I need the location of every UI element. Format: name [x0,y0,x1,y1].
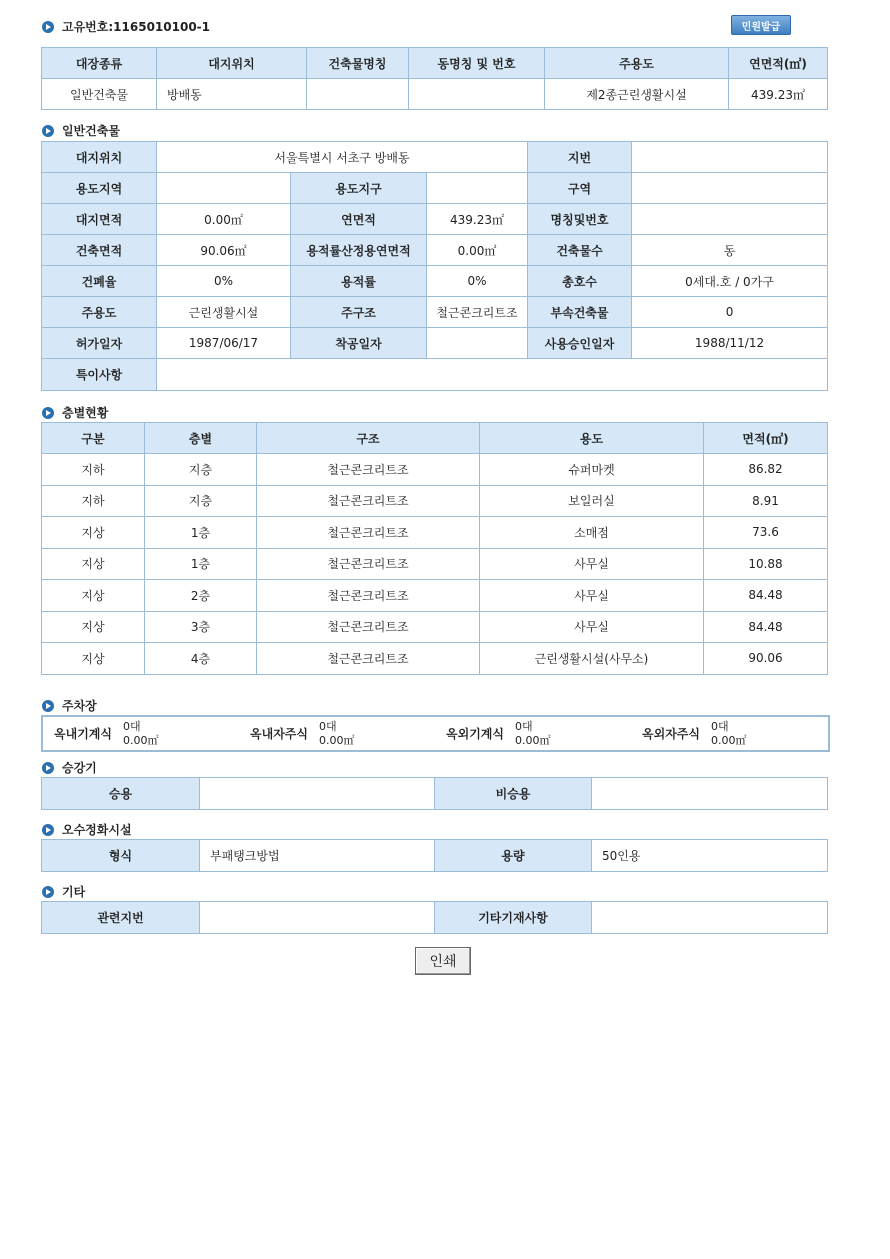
floor-level: 4층 [145,643,257,675]
floor-division: 지상 [42,548,145,580]
building-area-value: 90.06㎡ [157,235,291,266]
floors-header: 구분 [42,423,145,454]
floors-header: 용도 [480,423,704,454]
floor-area: 73.6 [704,517,828,549]
summary-value: 방배동 [157,79,307,110]
bullet-icon [42,21,54,33]
parking-type-label: 옥외자주식 [642,727,700,741]
main-use-value: 근린생활시설 [157,297,291,328]
permit-date-value: 1987/06/17 [157,328,291,359]
floor-division: 지상 [42,643,145,675]
remarks-label: 특이사항 [42,359,157,391]
floor-division: 지상 [42,611,145,643]
floor-area: 84.48 [704,611,828,643]
summary-value [307,79,409,110]
parking-value [123,720,159,748]
parking-item [435,717,631,750]
total-floor-area-value: 439.23㎡ [427,204,528,235]
floor-use: 슈퍼마켓 [480,454,704,486]
summary-table [41,47,828,110]
sewage-title-label: 오수정화시설 [62,823,132,837]
parking-count: 0대 [711,719,729,733]
site-location-label: 대지위치 [42,142,157,173]
parking-value [515,720,551,748]
other-notes-value [592,902,828,934]
floors-header: 면적(㎡) [704,423,828,454]
bullet-icon [42,824,54,836]
site-area-label: 대지면적 [42,204,157,235]
other-notes-label: 기타기재사항 [435,902,592,934]
general-table [41,141,828,391]
far-floor-area-label: 용적률산정용연면적 [291,235,427,266]
floor-structure: 철근콘크리트조 [257,548,480,580]
floor-area-ratio-label: 용적률 [291,266,427,297]
general-title [42,122,120,139]
parking-type-label: 옥외기계식 [446,727,504,741]
parking-area: 0.00㎡ [515,733,551,747]
zoning-area-label: 용도지역 [42,173,157,204]
summary-header: 건축물명칭 [307,48,409,79]
summary-value: 제2종근린생활시설 [545,79,729,110]
parking-item [239,717,435,750]
summary-header: 주용도 [545,48,729,79]
etc-title [42,883,85,900]
sewage-type-label: 형식 [42,840,200,872]
id-label: 고유번호:1165010100-1 [62,20,210,34]
name-number-value [632,204,828,235]
total-units-label: 총호수 [528,266,632,297]
sewage-table [41,839,828,872]
zoning-district-value [427,173,528,204]
summary-value [409,79,545,110]
parking-title [42,697,97,714]
parking-area: 0.00㎡ [123,733,159,747]
floor-use: 사무실 [480,548,704,580]
floor-use: 근린생활시설(사무소) [480,643,704,675]
summary-value: 일반건축물 [42,79,157,110]
lot-number-value [632,142,828,173]
start-date-value [427,328,528,359]
floors-title-label: 층별현황 [62,406,109,420]
floor-structure: 철근콘크리트조 [257,611,480,643]
lot-number-label: 지번 [528,142,632,173]
total-floor-area-label: 연면적 [291,204,427,235]
floor-use: 보일러실 [480,485,704,517]
floors-table [41,422,828,675]
floor-use: 소매점 [480,517,704,549]
floors-header: 층별 [145,423,257,454]
bullet-icon [42,125,54,137]
etc-table [41,901,828,934]
floor-area: 8.91 [704,485,828,517]
related-lot-value [200,902,435,934]
passenger-elevator-label: 승용 [42,778,200,810]
floor-area-ratio-value: 0% [427,266,528,297]
bullet-icon [42,407,54,419]
sewage-capacity-value: 50인용 [592,840,828,872]
floor-structure: 철근콘크리트조 [257,643,480,675]
parking-item [43,717,239,750]
floor-use: 사무실 [480,580,704,612]
floor-level: 지층 [145,454,257,486]
floor-structure: 철근콘크리트조 [257,580,480,612]
annex-building-value: 0 [632,297,828,328]
total-units-value: 0세대.호 / 0가구 [632,266,828,297]
parking-box [41,715,830,752]
floor-area: 84.48 [704,580,828,612]
floor-area: 10.88 [704,548,828,580]
general-title-label: 일반건축물 [62,124,120,138]
passenger-elevator-value [200,778,435,810]
parking-count: 0대 [123,719,141,733]
parking-type-label: 옥내기계식 [54,727,112,741]
floor-structure: 철근콘크리트조 [257,485,480,517]
approval-date-value: 1988/11/12 [632,328,828,359]
parking-value [319,720,355,748]
floor-level: 지층 [145,485,257,517]
print-button[interactable]: 인쇄 [415,947,471,975]
summary-value: 439.23㎡ [729,79,828,110]
floor-level: 1층 [145,517,257,549]
sewage-title [42,821,132,838]
far-floor-area-value: 0.00㎡ [427,235,528,266]
related-lot-label: 관련지번 [42,902,200,934]
main-use-label: 주용도 [42,297,157,328]
building-area-label: 건축면적 [42,235,157,266]
parking-count: 0대 [515,719,533,733]
etc-title-label: 기타 [62,885,86,899]
floor-division: 지상 [42,580,145,612]
building-count-label: 건축물수 [528,235,632,266]
floor-use: 사무실 [480,611,704,643]
summary-header: 대지위치 [157,48,307,79]
permit-date-label: 허가일자 [42,328,157,359]
main-structure-label: 주구조 [291,297,427,328]
id-title [42,18,210,35]
freight-elevator-label: 비승용 [435,778,592,810]
coverage-ratio-value: 0% [157,266,291,297]
name-number-label: 명칭및번호 [528,204,632,235]
table-row [42,643,828,675]
site-area-value: 0.00㎡ [157,204,291,235]
parking-area: 0.00㎡ [711,733,747,747]
table-row [42,454,828,486]
table-row [42,485,828,517]
building-count-value: 동 [632,235,828,266]
zoning-district-label: 용도지구 [291,173,427,204]
floors-header: 구조 [257,423,480,454]
issue-button[interactable]: 민원발급 [731,15,791,35]
zone-label: 구역 [528,173,632,204]
table-row [42,611,828,643]
sewage-type-value: 부패탱크방법 [200,840,435,872]
floor-division: 지상 [42,517,145,549]
summary-header: 동명칭 및 번호 [409,48,545,79]
summary-header: 대장종류 [42,48,157,79]
elevator-title [42,759,97,776]
site-location-value: 서울특별시 서초구 방배동 [157,142,528,173]
table-row [42,580,828,612]
summary-header: 연면적(㎡) [729,48,828,79]
sewage-capacity-label: 용량 [435,840,592,872]
bullet-icon [42,886,54,898]
main-structure-value: 철근콘크리트조 [427,297,528,328]
table-row [42,517,828,549]
floors-title [42,404,108,421]
floor-level: 2층 [145,580,257,612]
floor-structure: 철근콘크리트조 [257,454,480,486]
elevator-title-label: 승강기 [62,761,97,775]
floor-level: 3층 [145,611,257,643]
floor-structure: 철근콘크리트조 [257,517,480,549]
parking-value [711,720,747,748]
parking-type-label: 옥내자주식 [250,727,308,741]
parking-title-label: 주차장 [62,699,97,713]
floor-division: 지하 [42,485,145,517]
freight-elevator-value [592,778,828,810]
table-row [42,548,828,580]
floor-area: 90.06 [704,643,828,675]
remarks-value [157,359,828,391]
annex-building-label: 부속건축물 [528,297,632,328]
bullet-icon [42,700,54,712]
floor-area: 86.82 [704,454,828,486]
parking-area: 0.00㎡ [319,733,355,747]
parking-count: 0대 [319,719,337,733]
coverage-ratio-label: 건폐율 [42,266,157,297]
zone-value [632,173,828,204]
approval-date-label: 사용승인일자 [528,328,632,359]
parking-item [631,717,827,750]
bullet-icon [42,762,54,774]
floor-level: 1층 [145,548,257,580]
floor-division: 지하 [42,454,145,486]
start-date-label: 착공일자 [291,328,427,359]
elevator-table [41,777,828,810]
zoning-area-value [157,173,291,204]
